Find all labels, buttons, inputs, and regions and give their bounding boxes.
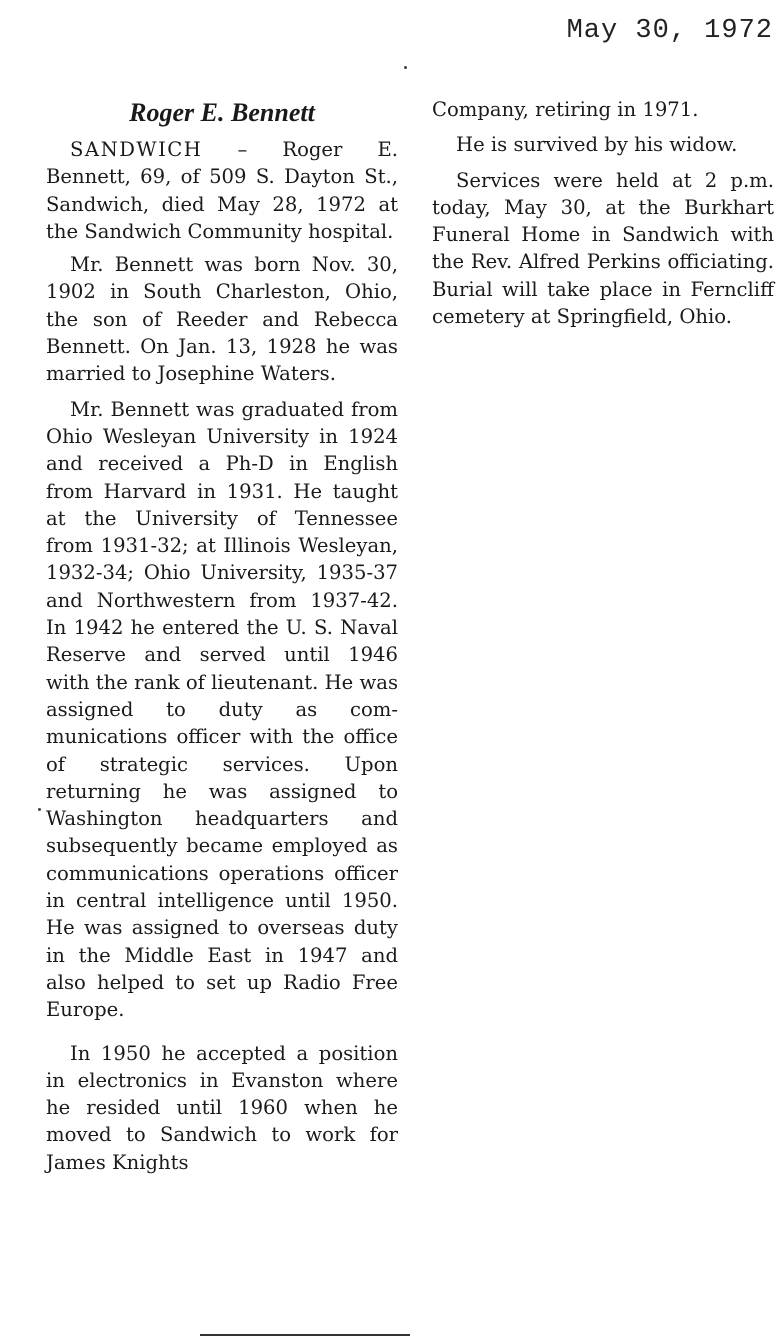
date-stamp: May 30, 1972 (566, 16, 773, 46)
column-left (46, 96, 398, 1184)
paragraph-birth: Mr. Bennett was born Nov. 30, 1902 in South Charleston, Ohio, the son of Reeder and Rebecca Bennett. On Jan. 13, 1928 he was married to Josephine Waters. (46, 253, 398, 386)
paragraph-lead (46, 136, 398, 245)
print-speck (38, 808, 41, 811)
column-right (432, 96, 774, 338)
dateline: SANDWICH (70, 138, 203, 161)
bottom-rule (200, 1334, 410, 1336)
paragraph-career: Mr. Bennett was graduated from Ohio Wesleyan University in 1924 and received a Ph-D in English from Harvard in 1931. He taught at the University of Tennessee from 1931-32; at Illinois Wesleyan, 1932-34; Ohio University, 1935-37 and Northwestern from 1937-42. In 1942 he entered the U. S. Naval Reserve and served until 1946 with the rank of lieutenant. He was assigned to duty as communications officer with the office of strategic services. Upon returning he was assigned to Washington headquarters and subsequently became employed as communications operations officer in central intelligence until 1950. He was assigned to overseas duty in the Middle East in 1947 and also helped to set up Radio Free Europe. (46, 397, 399, 1022)
paragraph-retirement: Company, retiring in 1971. (432, 98, 699, 121)
paragraph-lead-text: – Roger E. Bennett, 69, of 509 S. Dayton St., Sandwich, died May 28, 1972 at the Sandwich Community hospital. (46, 138, 398, 243)
obituary-headline: Roger E. Bennett (129, 98, 315, 127)
print-speck (404, 66, 407, 69)
paragraph-later-career: In 1950 he accepted a position in electronics in Evanston where he resided until 1960 when he moved to Sandwich to work for James Knights (46, 1041, 398, 1174)
paragraph-services: Services were held at 2 p.m. today, May 30, at the Burkhart Funeral Home in Sandwich with the Rev. Alfred Perkins officiating. Burial will take place in Ferncliff cemetery at Springfield, Ohio. (432, 168, 774, 329)
paragraph-survivors: He is survived by his widow. (456, 133, 738, 157)
